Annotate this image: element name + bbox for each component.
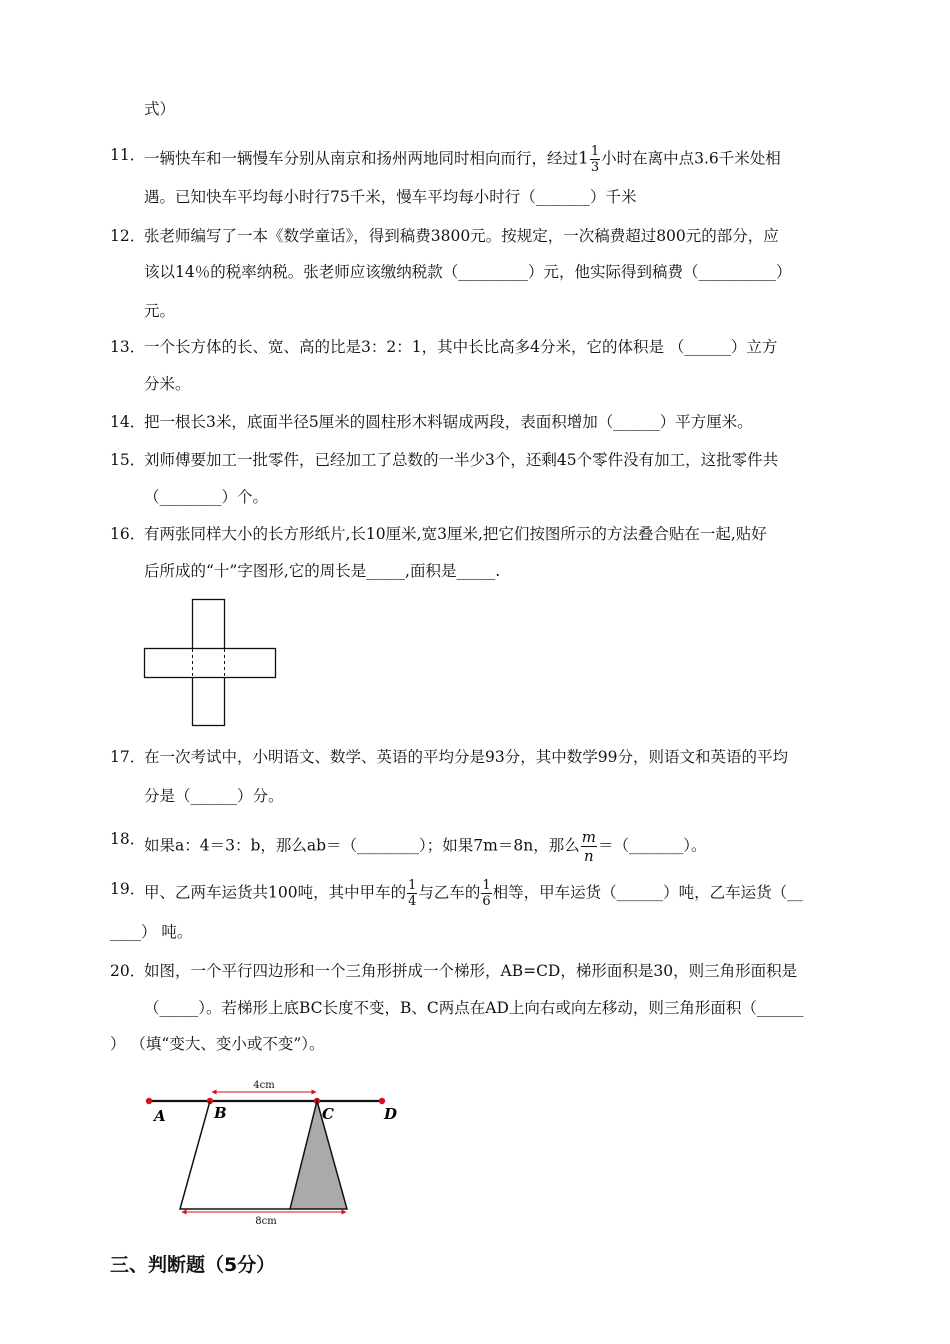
q11-line1: 一辆快车和一辆慢车分别从南京和扬州两地同时相向而行，经过1 $\frac{1}{3}$ 小时在离中点3.6千米处相 bbox=[144, 144, 781, 175]
q19-line2: ____） 吨。 bbox=[110, 923, 193, 941]
q10-continuation: 式） bbox=[144, 100, 176, 118]
q12-line1: 张老师编写了一本《数学童话》，得到稿费3800元。按规定，一次稿费超过800元的部分，应 bbox=[144, 227, 779, 245]
cross-figure bbox=[140, 595, 280, 730]
q17-line1: 在一次考试中，小明语文、数学、英语的平均分是93分，其中数学99分，则语文和英语的平均 bbox=[144, 748, 788, 766]
q18-line1: 如果a：4＝3：b，那么ab＝（________）；如果7m＝8n，那么 $\frac{m}{n}$ ＝（_______）。 bbox=[144, 828, 707, 865]
q16-line1: 有两张同样大小的长方形纸片,长10厘米,宽3厘米,把它们按图所示的方法叠合贴在一起,贴好 bbox=[144, 525, 767, 543]
label-D: D bbox=[384, 1105, 398, 1123]
q11-fraction: $\frac{1}{3}$ bbox=[590, 144, 600, 175]
q14-line1: 把一根长3米，底面半径5厘米的圆柱形木料锯成两段，表面积增加（______）平方厘米。 bbox=[144, 413, 753, 431]
q19-fraction-2: $\frac{1}{6}$ bbox=[482, 878, 491, 909]
q12-number: 12． bbox=[110, 227, 146, 245]
q15-number: 15． bbox=[110, 451, 146, 469]
q18-fraction: $\frac{m}{n}$ bbox=[581, 828, 596, 865]
q20-line1: 如图，一个平行四边形和一个三角形拼成一个梯形，AB=CD，梯形面积是30，则三角形面积是 bbox=[144, 962, 798, 980]
label-A: A bbox=[154, 1107, 166, 1125]
q20-number: 20． bbox=[110, 962, 146, 980]
q13-number: 13． bbox=[110, 338, 146, 356]
q19-line1: 甲、乙两车运货共100吨，其中甲车的 $\frac{1}{4}$ 与乙车的 $\frac{1}{6}$ 相等，甲车运货（______）吨，乙车运货（__ bbox=[144, 878, 803, 909]
q16-number: 16． bbox=[110, 525, 146, 543]
q11-line2: 遇。已知快车平均每小时行75千米，慢车平均每小时行（_______）千米 bbox=[144, 188, 637, 206]
point-A bbox=[146, 1098, 152, 1104]
section-heading: 三、判断题（5分） bbox=[110, 1254, 276, 1276]
bottom-dimension-label: 8cm bbox=[255, 1216, 277, 1227]
top-dimension-label: 4cm bbox=[253, 1080, 275, 1091]
q13-line1: 一个长方体的长、宽、高的比是3：2：1，其中长比高多4分米，它的体积是 （______）立方 bbox=[144, 338, 778, 356]
horizontal-rectangle bbox=[145, 649, 276, 678]
q15-line2: （________）个。 bbox=[144, 488, 269, 506]
q19-number: 19． bbox=[110, 880, 146, 898]
shaded-triangle bbox=[290, 1101, 347, 1209]
q11-number: 11． bbox=[110, 146, 146, 164]
q18-number: 18． bbox=[110, 830, 146, 848]
q14-number: 14． bbox=[110, 413, 146, 431]
q15-line1: 刘师傅要加工一批零件，已经加工了总数的一半少3个，还剩45个零件没有加工，这批零件共 bbox=[144, 451, 779, 469]
q12-line3: 元。 bbox=[144, 302, 176, 320]
label-C: C bbox=[322, 1105, 334, 1123]
label-B: B bbox=[214, 1104, 227, 1122]
q17-number: 17． bbox=[110, 748, 146, 766]
q17-line2: 分是（______）分。 bbox=[144, 787, 284, 805]
q13-line2: 分米。 bbox=[144, 375, 191, 393]
trapezoid-figure bbox=[140, 1075, 410, 1230]
point-D bbox=[379, 1098, 385, 1104]
q19-fraction-1: $\frac{1}{4}$ bbox=[408, 878, 417, 909]
q16-line2: 后所成的“十”字图形,它的周长是_____,面积是_____. bbox=[144, 562, 501, 580]
q12-line2: 该以14％的税率纳税。张老师应该缴纳税款（_________）元，他实际得到稿费（__________） bbox=[144, 263, 792, 281]
q20-line3: ） （填“变大、变小或不变”）。 bbox=[110, 1035, 325, 1053]
parallelogram bbox=[180, 1101, 290, 1209]
q20-line2: （_____）。若梯形上底BC长度不变，B、C两点在AD上向右或向左移动，则三角形面积（______ bbox=[144, 999, 804, 1017]
